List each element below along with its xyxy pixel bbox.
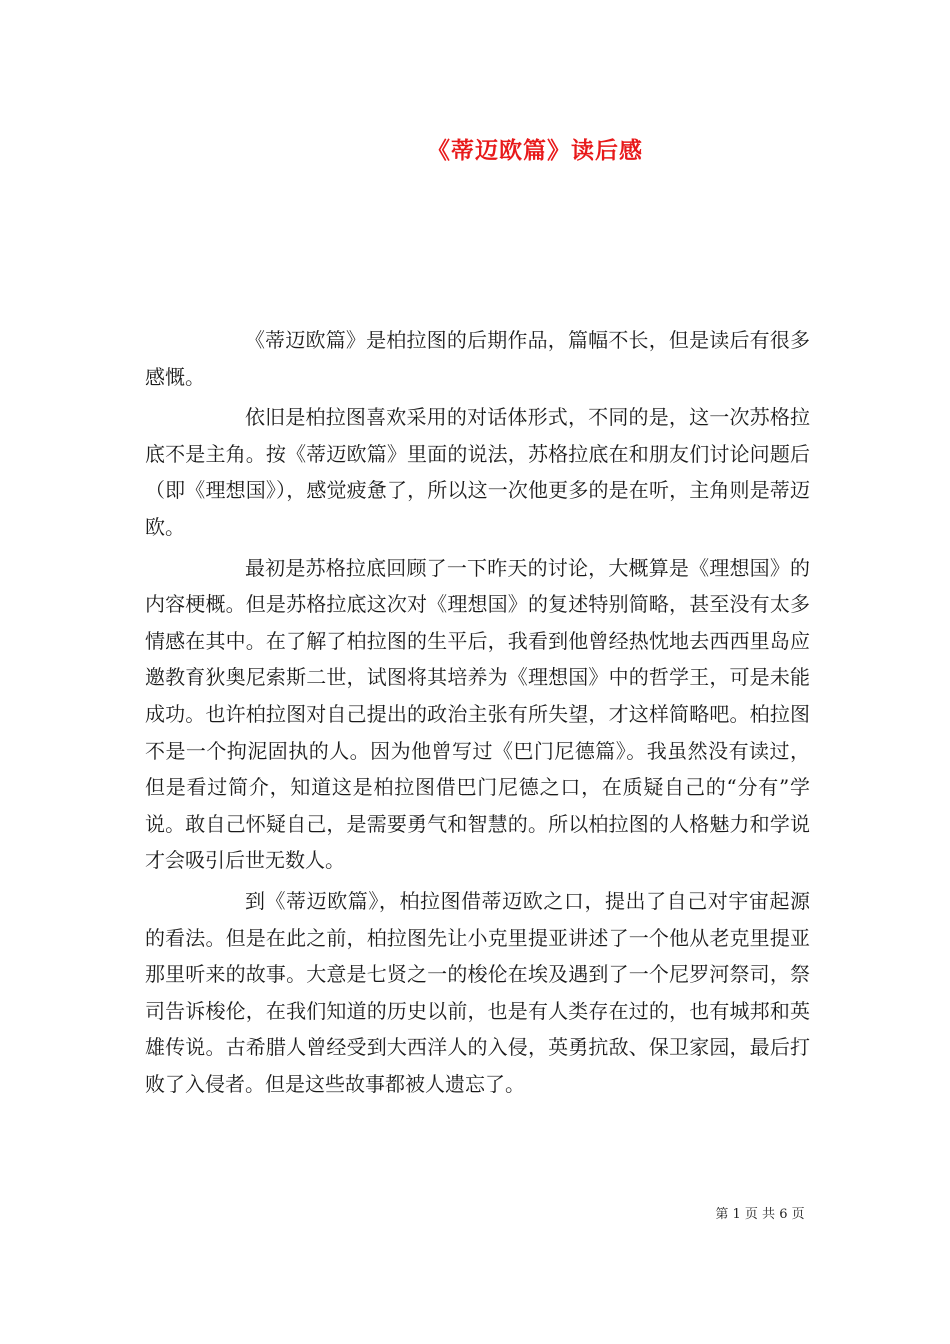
paragraph: 到《蒂迈欧篇》，柏拉图借蒂迈欧之口，提出了自己对宇宙起源的看法。但是在此之前，柏拉图先让小克里提亚讲述了一个他从老克里提亚那里听来的故事。大意是七贤之一的梭伦在埃及遇到了一个尼罗河祭司，祭司告诉梭伦，在我们知道的历史以前，也是有人类存在过的，也有城邦和英雄传说。古希腊人曾经受到大西洋人的入侵，英勇抗敌、保卫家园，最后打败了入侵者。但是这些故事都被人遗忘了。 — [145, 888, 810, 1096]
paragraph: 依旧是柏拉图喜欢采用的对话体形式，不同的是，这一次苏格拉底不是主角。按《蒂迈欧篇》里面的说法，苏格拉底在和朋友们讨论问题后（即《理想国》），感觉疲惫了，所以这一次他更多的是在听，主角则是蒂迈欧。 — [145, 405, 810, 539]
paragraph: 最初是苏格拉底回顾了一下昨天的讨论，大概算是《理想国》的内容梗概。但是苏格拉底这次对《理想国》的复述特别简略，甚至没有太多情感在其中。在了解了柏拉图的生平后，我看到他曾经热忱地去西西里岛应邀教育狄奥尼索斯二世，试图将其培养为《理想国》中的哲学王，可是未能成功。也许柏拉图对自己提出的政治主张有所失望，才这样简略吧。柏拉图不是一个拘泥固执的人。因为他曾写过《巴门尼德篇》。我虽然没有读过，但是看过简介，知道这是柏拉图借巴门尼德之口，在质疑自己的“分有”学说。敢自己怀疑自己，是需要勇气和智慧的。所以柏拉图的人格魅力和学说才会吸引后世无数人。 — [145, 555, 810, 873]
document-title: 《蒂迈欧篇》读后感 — [427, 137, 643, 164]
page-number: 第 1 页 共 6 页 — [715, 1207, 805, 1222]
document-body — [145, 322, 810, 1106]
paragraph: 《蒂迈欧篇》是柏拉图的后期作品，篇幅不长，但是读后有很多感慨。 — [145, 328, 810, 389]
